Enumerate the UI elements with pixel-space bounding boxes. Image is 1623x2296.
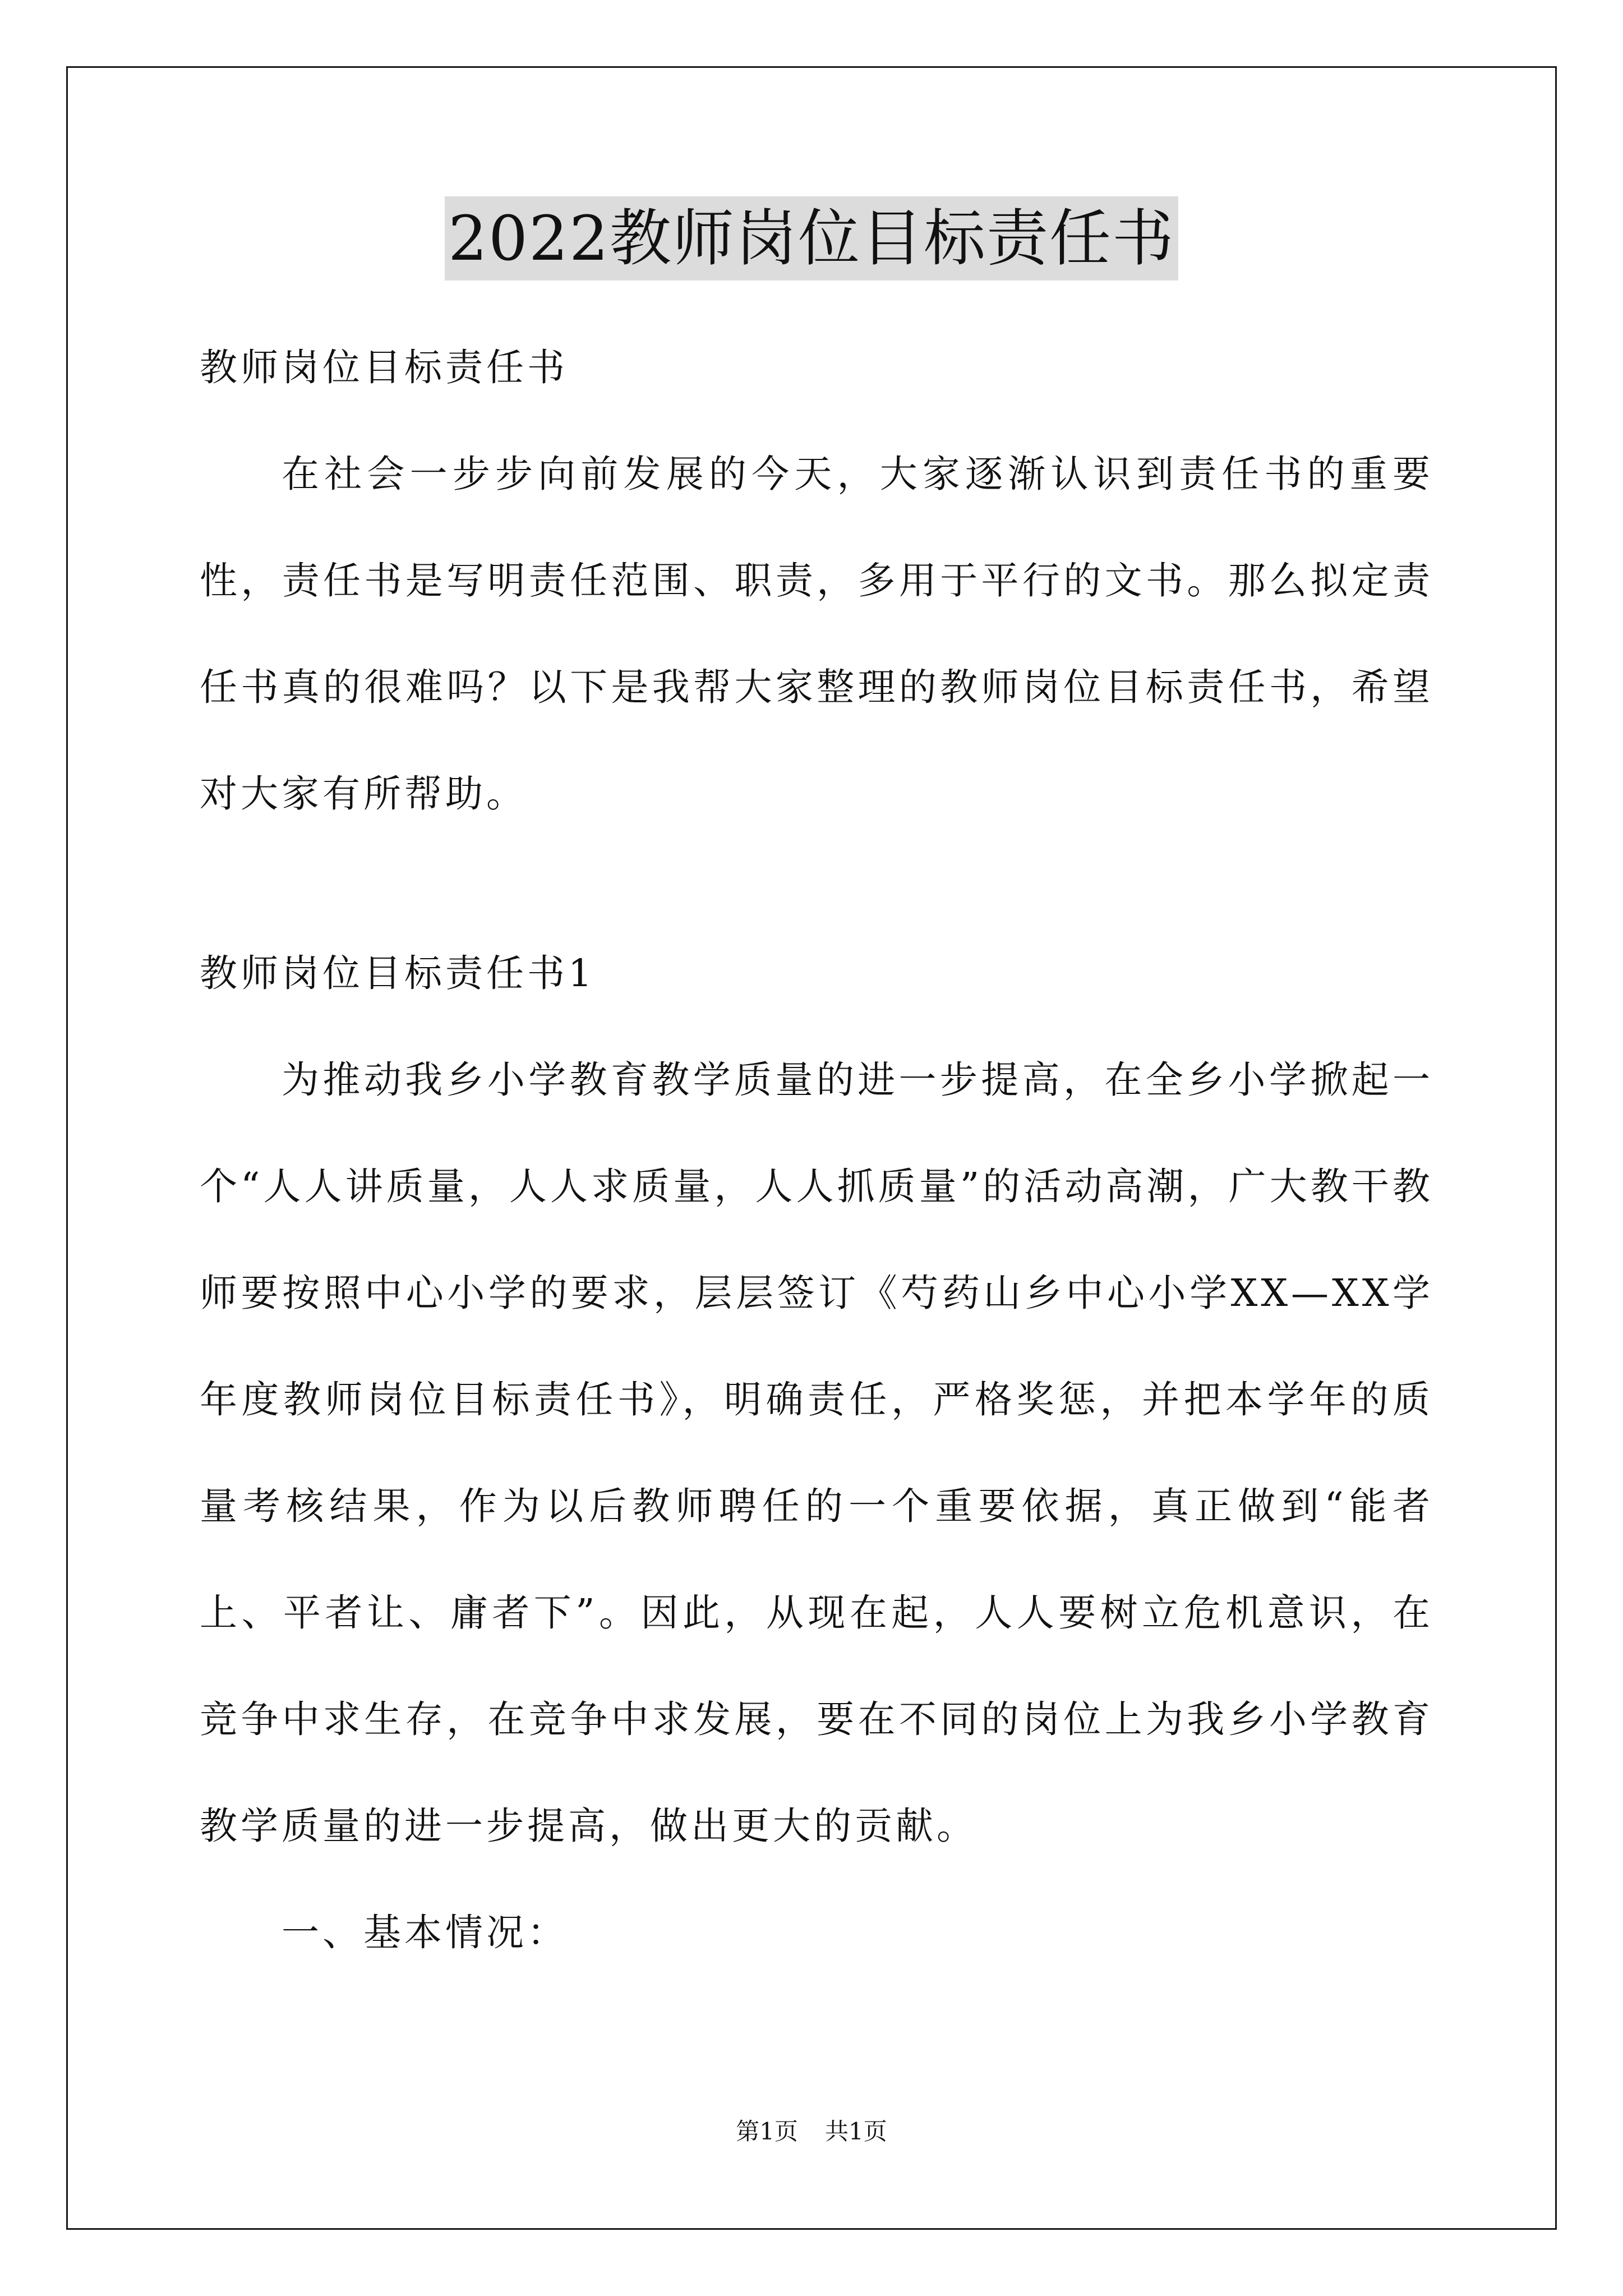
intro-paragraph: 在社会一步步向前发展的今天，大家逐渐认识到责任书的重要性，责任书是写明责任范围、职责，多用于平行的文书。那么拟定责任书真的很难吗？以下是我帮大家整理的教师岗位目标责任书，希望对大家有所帮助。	[200, 452, 1433, 816]
section-heading: 教师岗位目标责任书1	[200, 951, 596, 995]
page-total: 共1页	[825, 2118, 887, 2145]
item-heading: 一、基本情况：	[282, 1911, 568, 1954]
page-footer	[0, 2115, 1623, 2148]
document-body	[200, 314, 1433, 1986]
document-title: 2022教师岗位目标责任书	[445, 196, 1178, 280]
page-number: 第1页	[736, 2118, 798, 2145]
document-subtitle: 教师岗位目标责任书	[200, 346, 568, 389]
section-spacer	[200, 847, 1433, 920]
title-container	[0, 196, 1623, 280]
body-paragraph: 为推动我乡小学教育教学质量的进一步提高，在全乡小学掀起一个“人人讲质量，人人求质量，人人抓质量”的活动高潮，广大教干教师要按照中心小学的要求，层层签订《芍药山乡中心小学XX—XX学年度教师岗位目标责任书》，明确责任，严格奖惩，并把本学年的质量考核结果，作为以后教师聘任的一个重要依据，真正做到“能者上、平者让、庸者下”。因此，从现在起，人人要树立危机意识，在竞争中求生存，在竞争中求发展，要在不同的岗位上为我乡小学教育教学质量的进一步提高，做出更大的贡献。	[200, 1058, 1433, 1848]
